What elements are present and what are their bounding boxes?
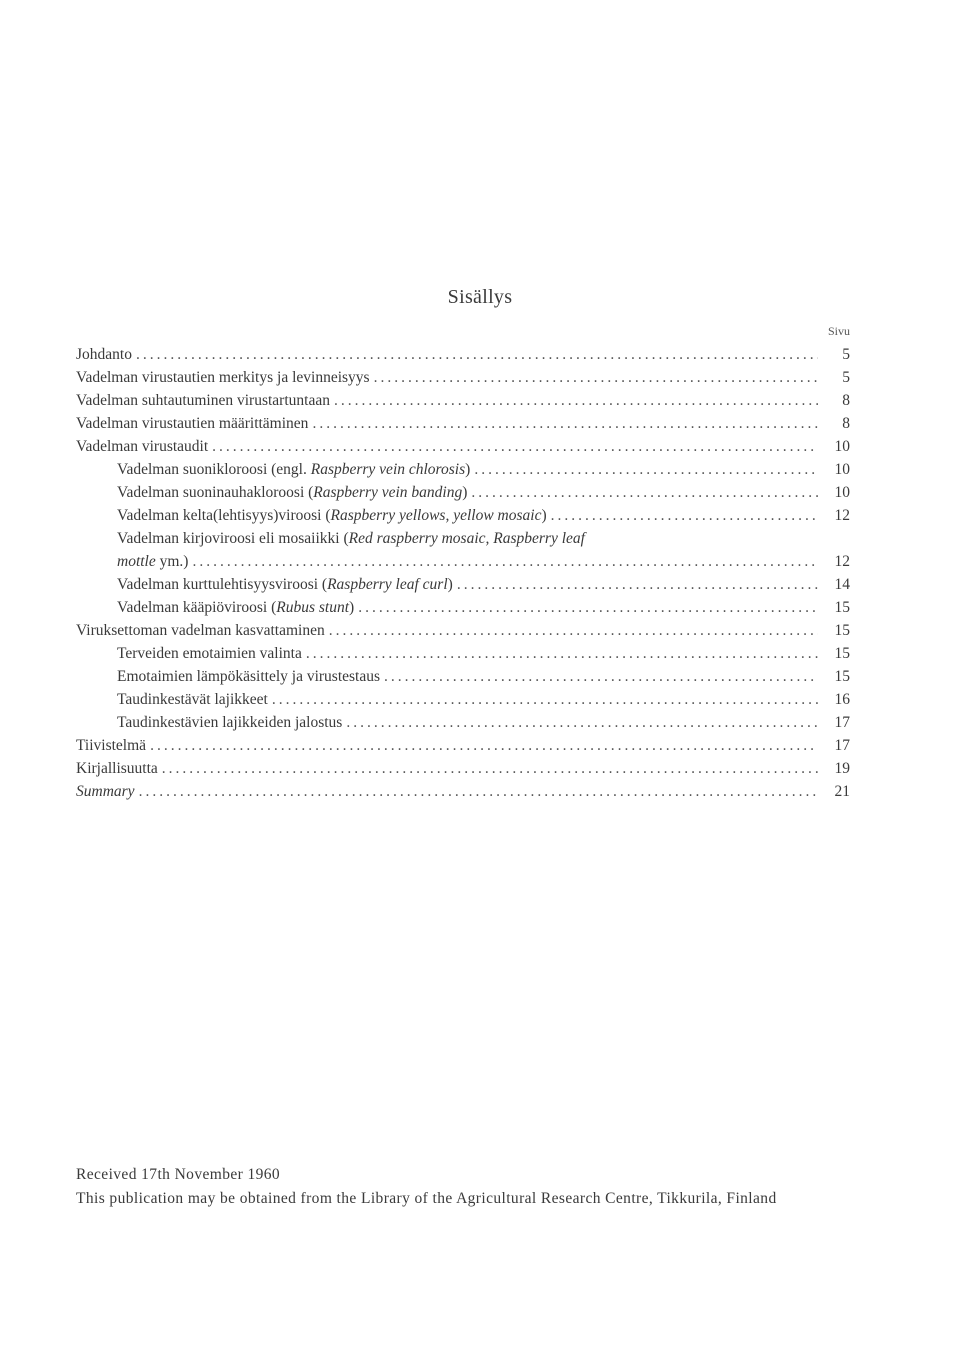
toc-page-number: 16 xyxy=(834,691,850,708)
toc-entry xyxy=(76,366,850,389)
toc-entry xyxy=(76,481,850,504)
toc-dot-leader xyxy=(551,504,818,527)
toc-page-number: 10 xyxy=(834,461,850,478)
footer xyxy=(76,1163,866,1211)
toc-entry-title xyxy=(117,504,547,527)
toc-entry-title-italic: Rubus stunt xyxy=(276,599,350,616)
toc-entry-title xyxy=(76,734,146,757)
toc-page-number: 8 xyxy=(842,415,850,432)
toc-entry-title-part: Terveiden emotaimien valinta xyxy=(117,645,302,662)
publication-note: This publication may be obtained from the Library of the Agricultural Research Centre, Tikkurila, Finland xyxy=(76,1190,777,1207)
toc-entry-title xyxy=(117,711,342,734)
toc-entry xyxy=(76,343,850,366)
toc-entry xyxy=(76,504,850,527)
toc-page-number: 5 xyxy=(842,369,850,386)
toc-page-number: 15 xyxy=(834,622,850,639)
toc-entry-title-part: ) xyxy=(462,484,468,501)
toc-entry-title-part: ) xyxy=(541,507,547,524)
toc-page-number: 10 xyxy=(834,438,850,455)
page-title: Sisällys xyxy=(447,286,513,308)
toc-entry-title-part: Johdanto xyxy=(76,346,132,363)
toc-dot-leader xyxy=(457,573,818,596)
page-column-header: Sivu xyxy=(827,324,850,338)
toc-entry-title xyxy=(76,389,330,412)
toc-entry xyxy=(76,458,850,481)
toc-page-number: 15 xyxy=(834,599,850,616)
toc-entry-title xyxy=(76,435,208,458)
toc-entry-title-part: Vadelman suonikloroosi (engl. xyxy=(117,461,311,478)
toc-entry xyxy=(76,642,850,665)
toc-entry-title xyxy=(76,780,135,803)
toc-entry-title-part: Vadelman kurttulehtisyysviroosi ( xyxy=(117,576,328,593)
toc-dot-leader xyxy=(384,665,818,688)
toc-dot-leader xyxy=(139,780,818,803)
toc-page-number: 17 xyxy=(834,737,850,754)
toc-page-number: 8 xyxy=(842,392,850,409)
toc-entry-title-part: ym.) xyxy=(155,553,189,570)
toc-entry-title xyxy=(117,642,302,665)
toc-page-number: 17 xyxy=(834,714,850,731)
toc-entry-title-part: Kirjallisuutta xyxy=(76,760,158,777)
toc-entry-title xyxy=(117,527,585,550)
toc-entry xyxy=(76,573,850,596)
toc-dot-leader xyxy=(329,619,818,642)
toc-dot-leader xyxy=(150,734,818,757)
toc-entry xyxy=(76,435,850,458)
toc-entry-title xyxy=(117,688,268,711)
toc-entry-title-part: Vadelman virustautien määrittäminen xyxy=(76,415,309,432)
toc-page-number: 15 xyxy=(834,668,850,685)
toc-page-number: 10 xyxy=(834,484,850,501)
toc-entry-title-part: Taudinkestävät lajikkeet xyxy=(117,691,268,708)
toc-dot-leader xyxy=(312,412,818,435)
toc-entry-title-italic: Raspberry vein banding xyxy=(313,484,463,501)
toc-dot-leader xyxy=(471,481,818,504)
toc-entry-title xyxy=(76,343,132,366)
toc-entry-title-part: Vadelman virustaudit xyxy=(76,438,209,455)
toc-dot-leader xyxy=(334,389,818,412)
toc-entry-title-italic: Raspberry leaf curl xyxy=(327,576,448,593)
table-of-contents xyxy=(76,343,850,803)
toc-dot-leader xyxy=(192,550,818,573)
toc-entry xyxy=(76,619,850,642)
toc-entry-title xyxy=(117,596,354,619)
toc-dot-leader xyxy=(374,366,818,389)
toc-entry xyxy=(76,734,850,757)
toc-entry-title-part: Vadelman kääpiöviroosi ( xyxy=(117,599,277,616)
toc-page-number: 21 xyxy=(834,783,850,800)
toc-entry-title-part: Vadelman kelta(lehtisyys)viroosi ( xyxy=(117,507,331,524)
toc-entry-title-italic: Raspberry vein chlorosis xyxy=(310,461,466,478)
toc-entry xyxy=(76,389,850,412)
toc-page-number: 5 xyxy=(842,346,850,363)
toc-entry-title-part: Emotaimien lämpökäsittely ja virustestaus xyxy=(117,668,381,685)
toc-page-number: 19 xyxy=(834,760,850,777)
toc-page-number: 12 xyxy=(834,553,850,570)
toc-dot-leader xyxy=(212,435,818,458)
toc-entry xyxy=(76,596,850,619)
toc-entry-title-part: Viruksettoman vadelman kasvattaminen xyxy=(76,622,325,639)
toc-entry-title xyxy=(76,757,158,780)
toc-entry-title xyxy=(76,412,308,435)
toc-dot-leader xyxy=(136,343,818,366)
toc-entry-title-part: Taudinkestävien lajikkeiden jalostus xyxy=(117,714,343,731)
toc-entry xyxy=(76,527,850,550)
toc-entry-title xyxy=(117,550,188,573)
toc-entry xyxy=(76,757,850,780)
toc-dot-leader xyxy=(358,596,818,619)
toc-page-number: 12 xyxy=(834,507,850,524)
toc-entry-title-part: ) xyxy=(465,461,471,478)
toc-dot-leader xyxy=(474,458,818,481)
toc-entry-title-part: Vadelman suhtautuminen virustartuntaan xyxy=(76,392,330,409)
toc-page-number: 15 xyxy=(834,645,850,662)
toc-page-number: 14 xyxy=(834,576,850,593)
toc-entry xyxy=(76,665,850,688)
toc-entry-title-italic: Raspberry yellows, yellow mosaic xyxy=(330,507,542,524)
toc-entry-title-part: Vadelman virustautien merkitys ja levinneisyys xyxy=(76,369,370,386)
toc-entry xyxy=(76,550,850,573)
toc-entry-title xyxy=(117,665,380,688)
toc-entry-title xyxy=(117,573,453,596)
toc-entry-title xyxy=(117,458,470,481)
toc-entry-title xyxy=(76,619,325,642)
toc-dot-leader xyxy=(272,688,818,711)
toc-entry-title-part: ) xyxy=(447,576,453,593)
toc-entry-title-part: Tiivistelmä xyxy=(76,737,147,754)
toc-entry-title-part: Vadelman kirjoviroosi eli mosaiikki ( xyxy=(117,530,349,547)
toc-entry-title-italic: Red raspberry mosaic, Raspberry leaf xyxy=(348,530,585,547)
toc-entry-title xyxy=(76,366,370,389)
toc-entry xyxy=(76,688,850,711)
toc-entry xyxy=(76,780,850,803)
toc-entry-title-part: Vadelman suoninauhakloroosi ( xyxy=(117,484,314,501)
toc-entry-title-italic: mottle xyxy=(117,553,156,570)
toc-dot-leader xyxy=(306,642,818,665)
toc-entry-title xyxy=(117,481,467,504)
toc-dot-leader xyxy=(162,757,818,780)
toc-entry xyxy=(76,711,850,734)
toc-entry-title-italic: Summary xyxy=(76,783,135,800)
toc-dot-leader xyxy=(346,711,818,734)
received-date: Received 17th November 1960 xyxy=(76,1166,281,1183)
toc-entry xyxy=(76,412,850,435)
toc-entry-title-part: ) xyxy=(349,599,355,616)
